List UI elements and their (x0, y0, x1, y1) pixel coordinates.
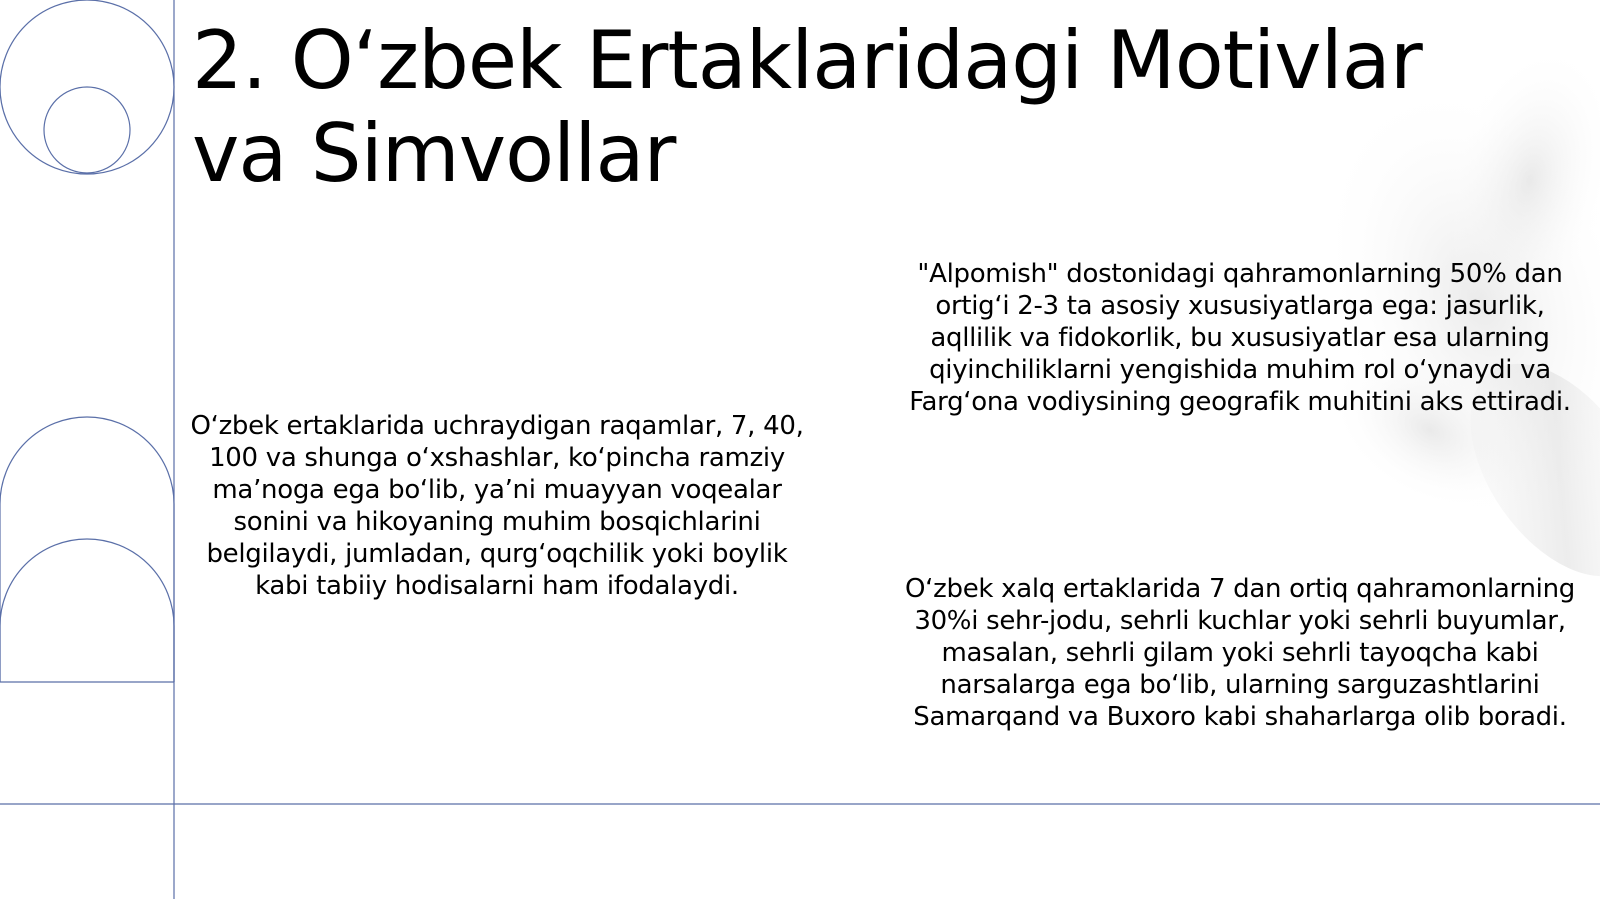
slide-title-line-1: 2. O‘zbek Ertaklaridagi Motivlar (192, 14, 1422, 107)
lower-arch-decoration (0, 539, 174, 682)
right-text-block-alpomish: "Alpomish" dostonidagi qahramonlarning 50% dan ortig‘i 2-3 ta asosiy xususiyatlarga ega: jasurlik, aqllilik va fidokorlik, bu xususiyatlar esa ularning qiyinchiliklarni yengishida muhim rol o‘ynaydi va Farg‘ona vodiysining geografik muhitini aks ettiradi. (909, 259, 1571, 417)
upper-arch-decoration (0, 417, 174, 682)
small-circle-decoration (44, 87, 130, 173)
slide-title (192, 14, 1572, 200)
left-text-block: O‘zbek ertaklarida uchraydigan raqamlar, 7, 40, 100 va shunga o‘xshashlar, ko‘pincha ramziy ma’noga ega bo‘lib, ya’ni muayyan voqealar sonini va hikoyaning muhim bosqichlarini belgilaydi, jumladan, qurg‘oqchilik yoki boylik kabi tabiiy hodisalarni ham ifodalaydi. (190, 411, 804, 601)
right-text-block-magic: O‘zbek xalq ertaklarida 7 dan ortiq qahramonlarning 30%i sehr-jodu, sehrli kuchlar yoki sehrli buyumlar, masalan, sehrli gilam yoki sehrli tayoqcha kabi narsalarga ega bo‘lib, ularning sarguzashtlarini Samarqand va Buxoro kabi shaharlarga olib boradi. (905, 574, 1575, 732)
slide-title-line-2: va Simvollar (192, 107, 676, 200)
